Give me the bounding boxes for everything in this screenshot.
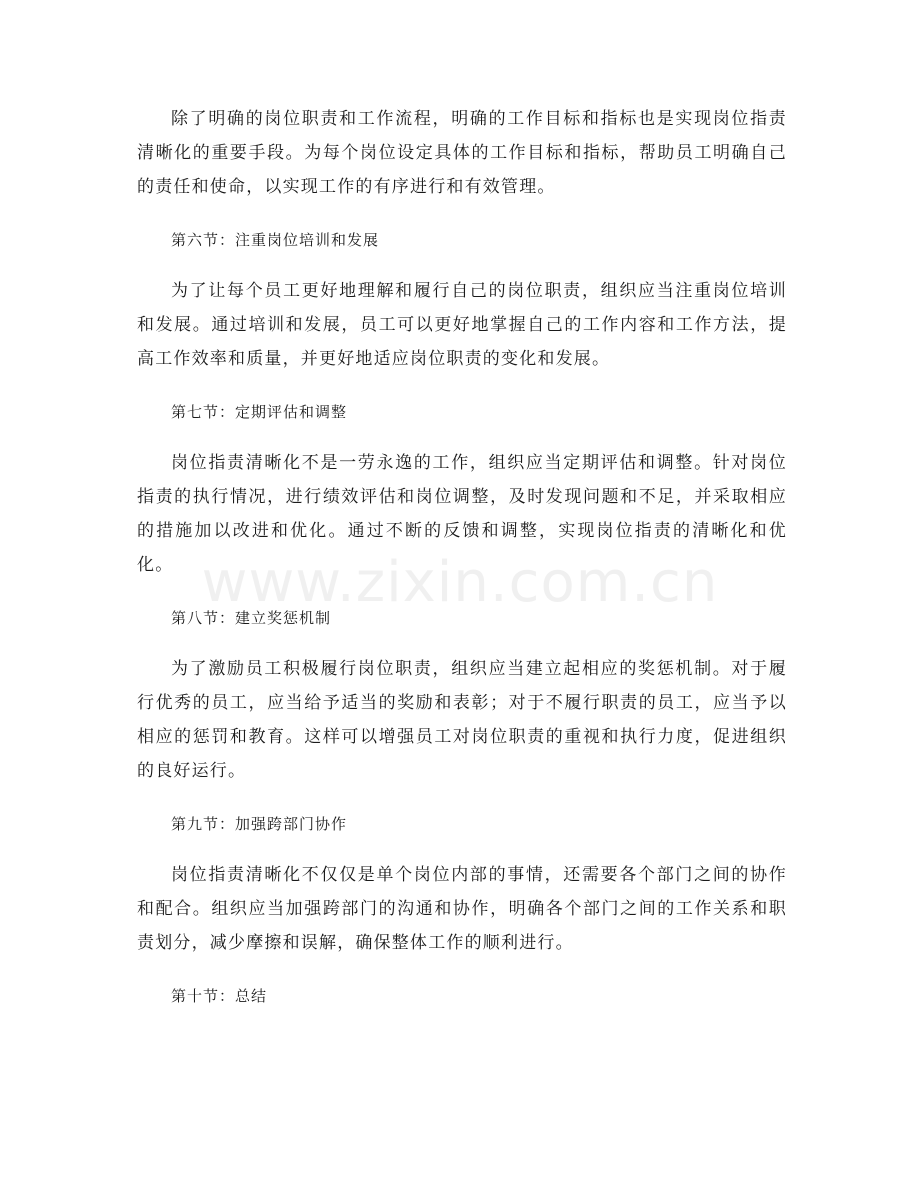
section-heading-8: 第八节：建立奖惩机制 [171, 609, 332, 627]
paragraph-training: 为了让每个员工更好地理解和履行自己的岗位职责，组织应当注重岗位培训和发展。通过培训和发展，员工可以更好地掌握自己的工作内容和工作方法，提高工作效率和质量，并更好地适应岗位职责的变化和发展。 [137, 281, 787, 369]
section-heading-7: 第七节：定期评估和调整 [171, 403, 348, 421]
paragraph-work-targets: 除了明确的岗位职责和工作流程，明确的工作目标和指标也是实现岗位指责清晰化的重要手段。为每个岗位设定具体的工作目标和指标，帮助员工明确自己的责任和使命，以实现工作的有序进行和有效管理。 [137, 109, 787, 197]
document-body [137, 102, 787, 1011]
paragraph-evaluation: 岗位指责清晰化不是一劳永逸的工作，组织应当定期评估和调整。针对岗位指责的执行情况，进行绩效评估和岗位调整，及时发现问题和不足，并采取相应的措施加以改进和优化。通过不断的反馈和调整，实现岗位指责的清晰化和优化。 [137, 453, 787, 575]
section-heading-10: 第十节：总结 [171, 987, 268, 1005]
paragraph-rewards: 为了激励员工积极履行岗位职责，组织应当建立起相应的奖惩机制。对于履行优秀的员工，应当给予适当的奖励和表彰；对于不履行职责的员工，应当予以相应的惩罚和教育。这样可以增强员工对岗位职责的重视和执行力度，促进组织的良好运行。 [137, 659, 787, 781]
paragraph-collaboration: 岗位指责清晰化不仅仅是单个岗位内部的事情，还需要各个部门之间的协作和配合。组织应当加强跨部门的沟通和协作，明确各个部门之间的工作关系和职责划分，减少摩擦和误解，确保整体工作的顺利进行。 [137, 865, 787, 953]
section-heading-6: 第六节：注重岗位培训和发展 [171, 231, 380, 249]
section-heading-9: 第九节：加强跨部门协作 [171, 815, 348, 833]
watermark: www.zixin.com.cn [201, 550, 719, 615]
